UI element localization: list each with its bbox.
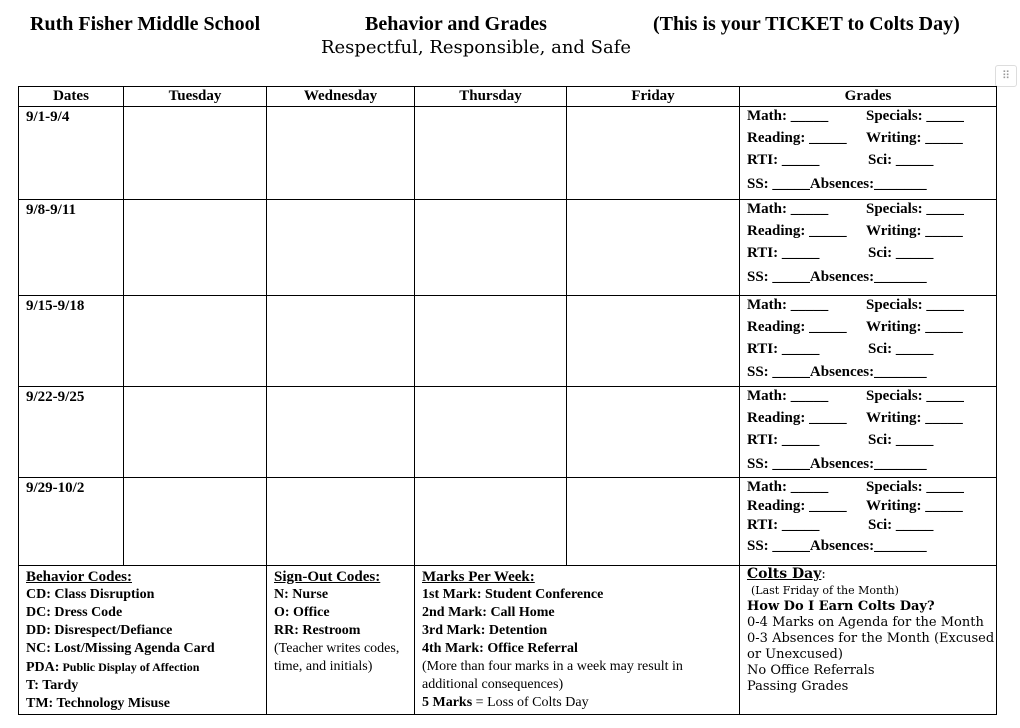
tuesday-cell[interactable] (124, 200, 267, 296)
math-grade: Math: _____ (747, 479, 829, 495)
ss-absences: SS: _____Absences:_______ (747, 456, 927, 472)
wednesday-cell[interactable] (267, 478, 415, 566)
reading-grade: Reading: _____ (747, 130, 847, 146)
list-item: CD: Class Disruption (26, 587, 155, 602)
list-item: 3rd Mark: Detention (422, 623, 548, 638)
reading-grade: Reading: _____ (747, 410, 847, 426)
col-dates: Dates (19, 87, 124, 107)
date-cell: 9/29-10/2 (19, 478, 124, 566)
col-tuesday: Tuesday (124, 87, 267, 107)
signout-note: (Teacher writes codes, time, and initials) (274, 641, 400, 674)
thursday-cell[interactable] (415, 478, 567, 566)
thursday-cell[interactable] (415, 107, 567, 200)
math-grade: Math: _____ (747, 108, 829, 124)
grades-cell[interactable] (740, 296, 997, 387)
math-grade: Math: _____ (747, 297, 829, 313)
marks-note: (More than four marks in a week may result in additional consequences) (422, 659, 683, 692)
marks-title: Marks Per Week: (422, 569, 535, 585)
ss-absences: SS: _____Absences:_______ (747, 269, 927, 285)
table-row (19, 200, 997, 296)
list-item: NC: Lost/Missing Agenda Card (26, 641, 215, 656)
list-item: No Office Referrals (747, 663, 875, 678)
grades-cell[interactable] (740, 107, 997, 200)
sci-grade: Sci: _____ (868, 245, 934, 261)
sci-grade: Sci: _____ (868, 341, 934, 357)
list-item: DC: Dress Code (26, 605, 123, 620)
specials-grade: Specials: _____ (866, 297, 964, 313)
list-item: 0-3 Absences for the Month (Excused or Unexcused) (747, 631, 995, 662)
writing-grade: Writing: _____ (866, 130, 963, 146)
table-row (19, 107, 997, 200)
list-item: DD: Disrespect/Defiance (26, 623, 173, 638)
wednesday-cell[interactable] (267, 296, 415, 387)
col-grades: Grades (740, 87, 997, 107)
ss-absences: SS: _____Absences:_______ (747, 176, 927, 192)
marks-per-week-cell (415, 566, 740, 715)
specials-grade: Specials: _____ (866, 479, 964, 495)
grades-cell[interactable] (740, 387, 997, 478)
col-thursday: Thursday (415, 87, 567, 107)
colts-day-when: (Last Friday of the Month) (751, 584, 899, 597)
table-row (19, 387, 997, 478)
sci-grade: Sci: _____ (868, 432, 934, 448)
signout-codes-cell (267, 566, 415, 715)
behavior-grades-table (18, 86, 997, 715)
subtitle: Respectful, Responsible, and Safe (320, 37, 632, 58)
sci-grade: Sci: _____ (868, 517, 934, 533)
school-name: Ruth Fisher Middle School (30, 13, 261, 35)
legend-row (19, 566, 997, 715)
behavior-codes-title: Behavior Codes: (26, 569, 132, 585)
table-row (19, 296, 997, 387)
list-item: RR: Restroom (274, 623, 361, 638)
specials-grade: Specials: _____ (866, 108, 964, 124)
list-item: O: Office (274, 605, 330, 620)
rti-grade: RTI: _____ (747, 432, 820, 448)
writing-grade: Writing: _____ (866, 498, 963, 514)
math-grade: Math: _____ (747, 388, 829, 404)
date-cell: 9/22-9/25 (19, 387, 124, 478)
list-item: 2nd Mark: Call Home (422, 605, 555, 620)
date-cell: 9/15-9/18 (19, 296, 124, 387)
tuesday-cell[interactable] (124, 387, 267, 478)
specials-grade: Specials: _____ (866, 388, 964, 404)
rti-grade: RTI: _____ (747, 517, 820, 533)
tuesday-cell[interactable] (124, 296, 267, 387)
ss-absences: SS: _____Absences:_______ (747, 538, 927, 554)
writing-grade: Writing: _____ (866, 223, 963, 239)
list-item: N: Nurse (274, 587, 329, 602)
tuesday-cell[interactable] (124, 478, 267, 566)
list-item: TM: Technology Misuse (26, 696, 170, 711)
list-item: Passing Grades (747, 679, 849, 694)
friday-cell[interactable] (567, 200, 740, 296)
reading-grade: Reading: _____ (747, 498, 847, 514)
wednesday-cell[interactable] (267, 387, 415, 478)
rti-grade: RTI: _____ (747, 152, 820, 168)
colts-day-question: How Do I Earn Colts Day? (747, 599, 935, 614)
wednesday-cell[interactable] (267, 200, 415, 296)
rti-grade: RTI: _____ (747, 245, 820, 261)
colts-day-title: Colts Day: (747, 566, 826, 582)
specials-grade: Specials: _____ (866, 201, 964, 217)
behavior-codes-cell (19, 566, 267, 715)
writing-grade: Writing: _____ (866, 410, 963, 426)
date-cell: 9/1-9/4 (19, 107, 124, 200)
friday-cell[interactable] (567, 478, 740, 566)
friday-cell[interactable] (567, 296, 740, 387)
rti-grade: RTI: _____ (747, 341, 820, 357)
wednesday-cell[interactable] (267, 107, 415, 200)
header-row (19, 87, 997, 107)
drag-handle-icon[interactable]: ⠿ (995, 65, 1017, 87)
friday-cell[interactable] (567, 387, 740, 478)
reading-grade: Reading: _____ (747, 223, 847, 239)
reading-grade: Reading: _____ (747, 319, 847, 335)
list-item: 4th Mark: Office Referral (422, 641, 578, 656)
list-item: T: Tardy (26, 678, 79, 693)
signout-codes-title: Sign-Out Codes: (274, 569, 381, 585)
grades-cell[interactable] (740, 478, 997, 566)
thursday-cell[interactable] (415, 387, 567, 478)
colts-day-cell (740, 566, 997, 715)
grades-cell[interactable] (740, 200, 997, 296)
sci-grade: Sci: _____ (868, 152, 934, 168)
tuesday-cell[interactable] (124, 107, 267, 200)
writing-grade: Writing: _____ (866, 319, 963, 335)
friday-cell[interactable] (567, 107, 740, 200)
list-item: 0-4 Marks on Agenda for the Month (747, 615, 984, 630)
list-item: 1st Mark: Student Conference (422, 587, 604, 602)
ss-absences: SS: _____Absences:_______ (747, 364, 927, 380)
list-item: PDA: Public Display of Affection (26, 660, 200, 675)
ticket-note: (This is your TICKET to Colts Day) (653, 13, 960, 35)
five-marks-rule: 5 Marks = Loss of Colts Day (422, 695, 589, 710)
page-title: Behavior and Grades (365, 13, 547, 35)
date-cell: 9/8-9/11 (19, 200, 124, 296)
math-grade: Math: _____ (747, 201, 829, 217)
table-row (19, 478, 997, 566)
thursday-cell[interactable] (415, 200, 567, 296)
col-wednesday: Wednesday (267, 87, 415, 107)
thursday-cell[interactable] (415, 296, 567, 387)
col-friday: Friday (567, 87, 740, 107)
